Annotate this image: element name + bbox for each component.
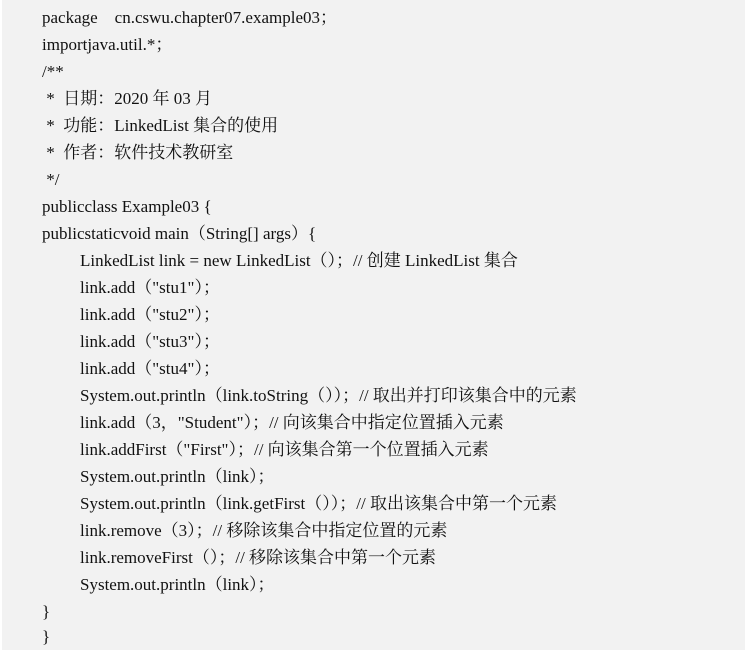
code-line-remove-index: link.remove（3）；// 移除该集合中指定位置的元素 (80, 521, 448, 540)
code-line-add-student: link.add（3，"Student"）；// 向该集合中指定位置插入元素 (80, 413, 504, 432)
code-line-add-stu3: link.add（"stu3"）； (80, 332, 220, 351)
code-line-print-final: System.out.println（link）； (80, 575, 275, 594)
code-line-close-method: } (42, 602, 51, 621)
code-line-print-get-first: System.out.println（link.getFirst（））；// 取出该集合中第一个元素 (80, 494, 557, 513)
code-line-comment-end: */ (42, 170, 60, 189)
code-line-main-method: publicstaticvoid main（String[] args）{ (42, 224, 317, 243)
code-line-add-stu1: link.add（"stu1"）； (80, 278, 220, 297)
code-line-comment-author: * 作者：软件技术教研室 (42, 143, 234, 162)
code-line-add-first: link.addFirst（"First"）；// 向该集合第一个位置插入元素 (80, 440, 489, 459)
code-line-class-declaration: publicclass Example03 { (42, 197, 212, 216)
code-line-add-stu4: link.add（"stu4"）； (80, 359, 220, 378)
code-line-remove-first: link.removeFirst（）；// 移除该集合中第一个元素 (80, 548, 437, 567)
code-line-package: package cn.cswu.chapter07.example03； (42, 8, 338, 27)
code-line-create-list: LinkedList link = new LinkedList（）；// 创建 LinkedList 集合 (80, 251, 518, 270)
code-line-close-class: } (42, 627, 51, 646)
code-line-print-tostring: System.out.println（link.toString（））；// 取出并打印该集合中的元素 (80, 386, 577, 405)
code-line-add-stu2: link.add（"stu2"）； (80, 305, 220, 324)
code-line-print-link: System.out.println（link）； (80, 467, 275, 486)
code-line-comment-date: * 日期：2020 年 03 月 (42, 89, 212, 108)
code-line-import: importjava.util.*； (42, 35, 173, 54)
code-line-comment-start: /** (42, 62, 64, 81)
code-listing (2, 0, 745, 650)
code-line-comment-function: * 功能：LinkedList 集合的使用 (42, 116, 279, 135)
code-lines (2, 4, 745, 649)
